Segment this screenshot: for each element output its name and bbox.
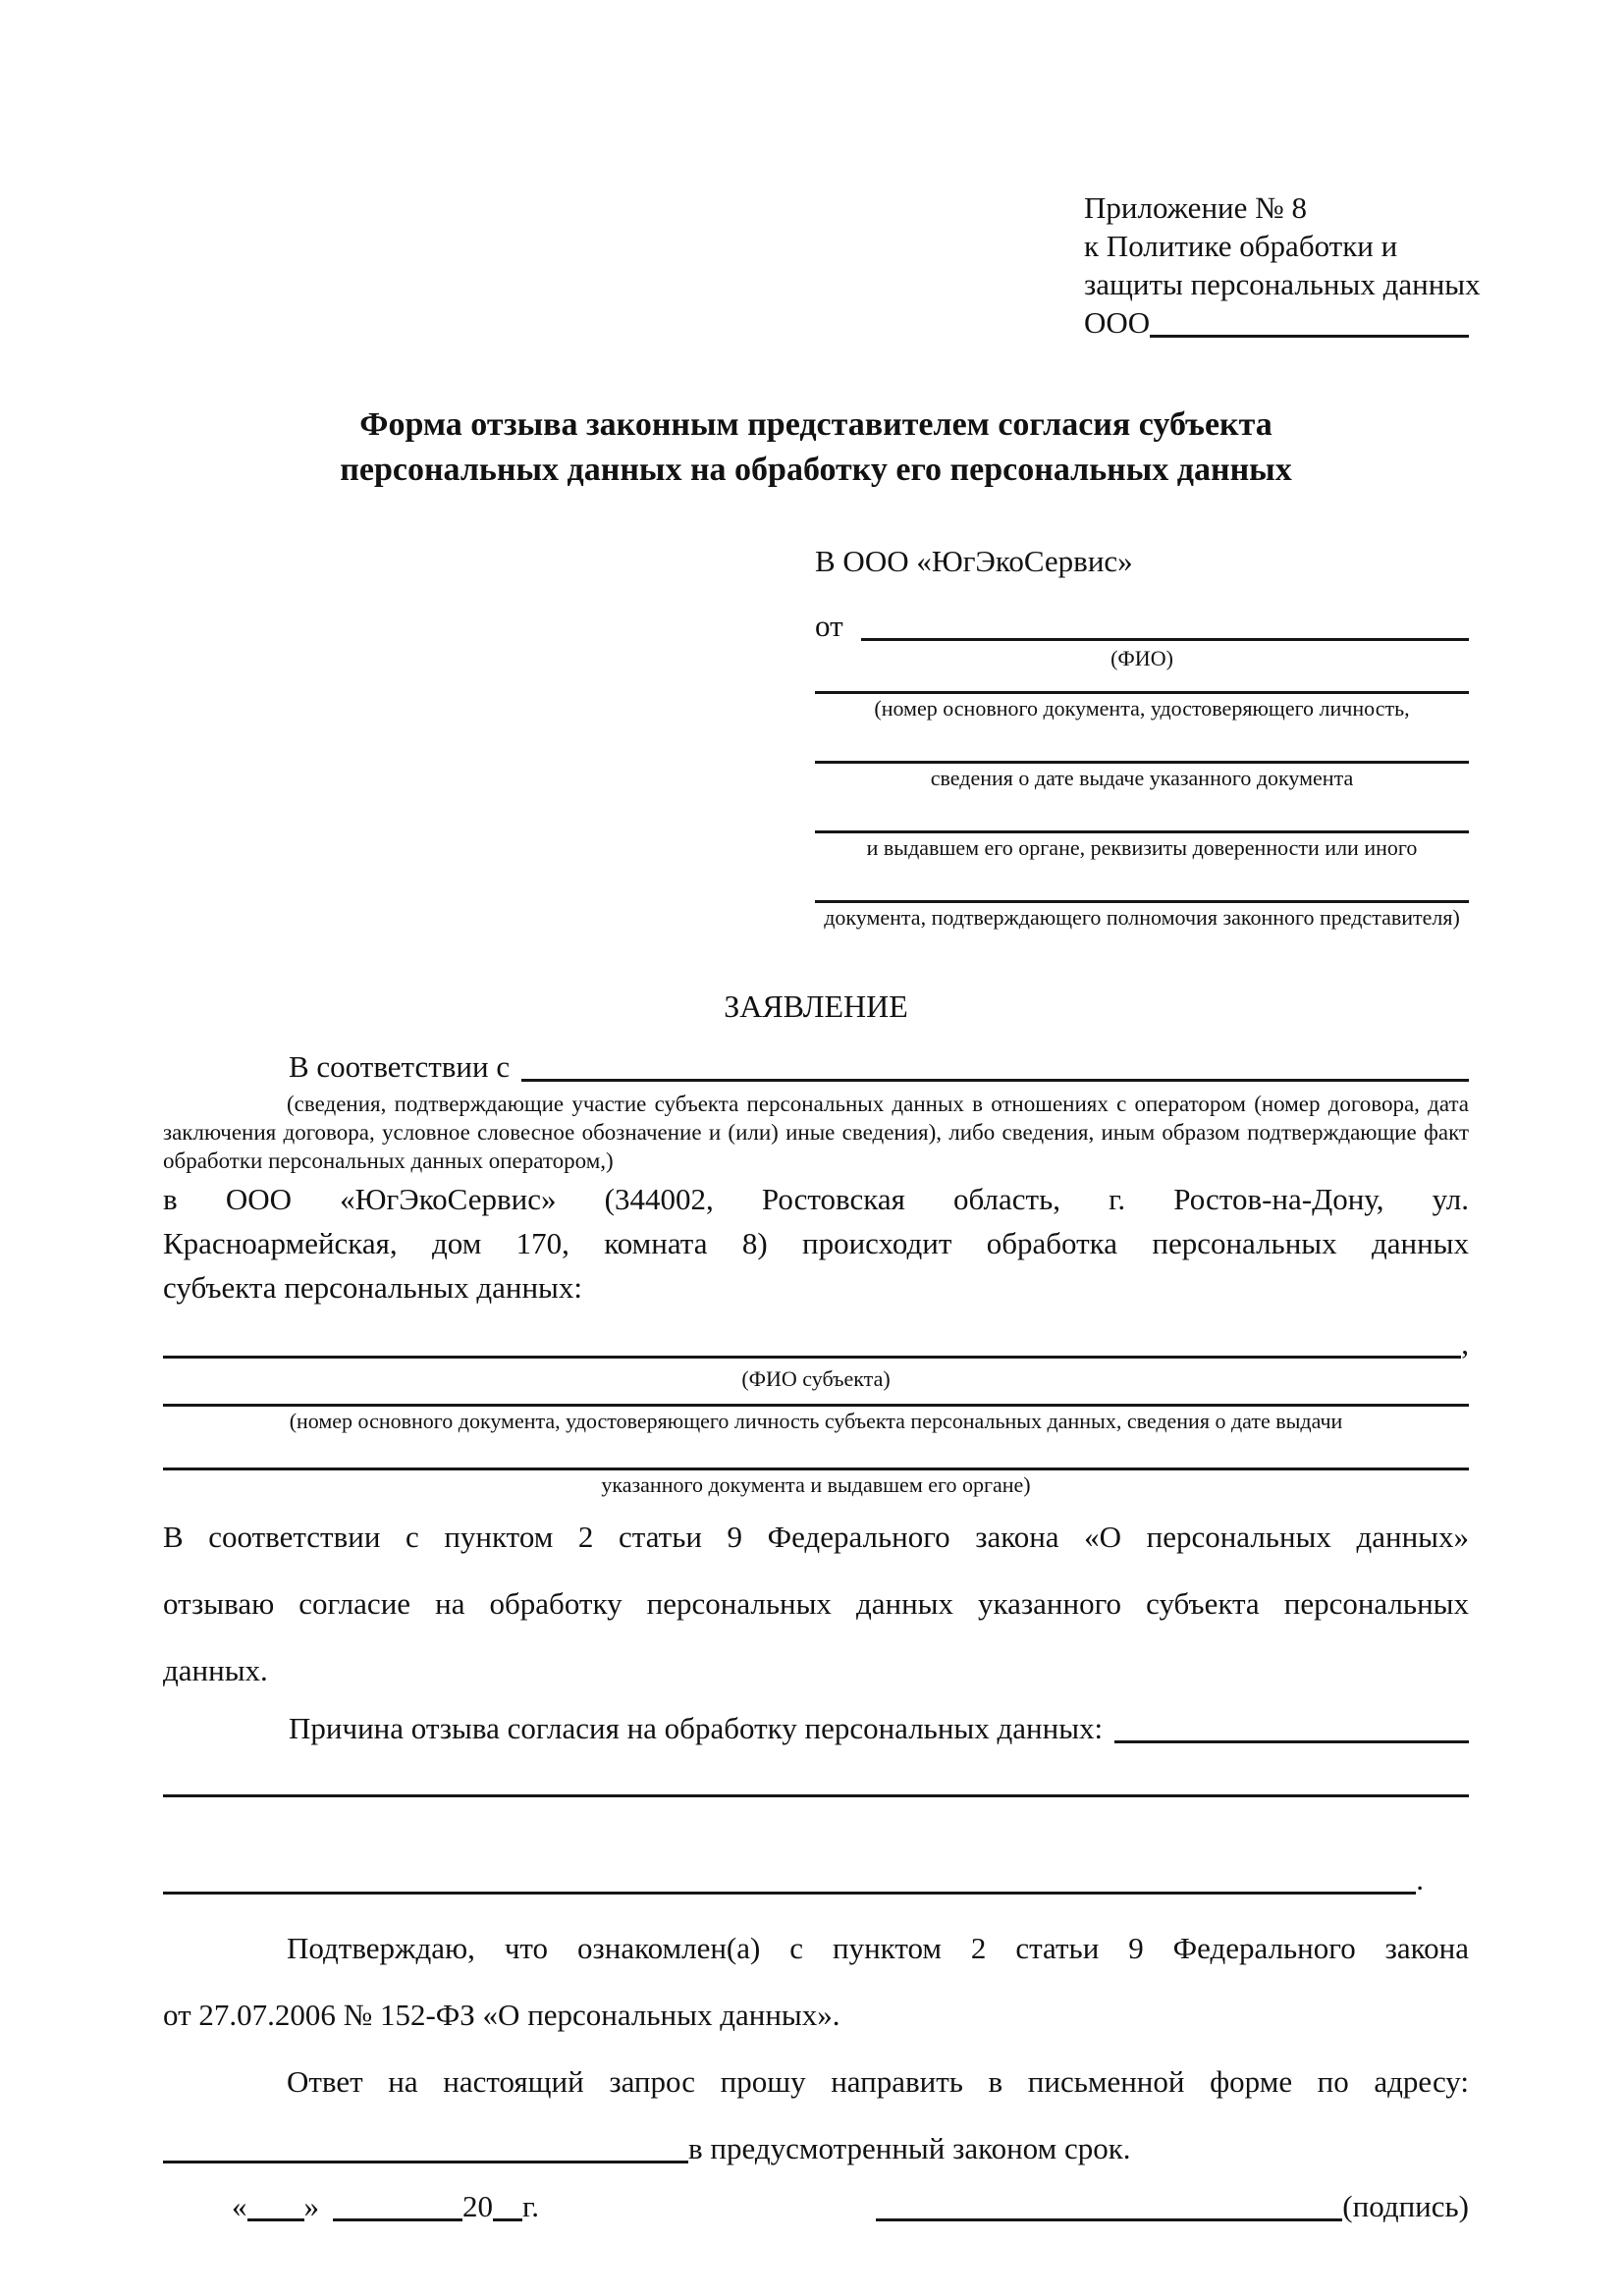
- subject-fio-blank-line: [163, 1356, 1461, 1359]
- reason-blank-line-2: [163, 1794, 1469, 1797]
- basis-lead-text: В соответствии с: [289, 1049, 511, 1084]
- withdrawal-paragraph-line: В соответствии с пунктом 2 статьи 9 Федерального закона «О персональных данных»: [163, 1520, 1469, 1554]
- appendix-note-line: к Политике обработки и: [1084, 229, 1398, 263]
- doc-info-group: [815, 691, 1469, 721]
- date-open-quote: «: [232, 2189, 247, 2223]
- processing-paragraph-line: Красноармейская, дом 170, комната 8) происходит обработка персональных данных: [163, 1226, 1469, 1260]
- doc-info-blank-line: [815, 900, 1469, 903]
- basis-footnote-line: заключения договора, условное словесное обозначение и (или) иные сведения), либо сведения, иным образом подтверждающие факт: [163, 1120, 1469, 1145]
- basis-row: [163, 1046, 1469, 1088]
- subject-fio-row: [163, 1323, 1469, 1364]
- footer-row: [163, 2186, 1469, 2227]
- date-year-suffix: г.: [522, 2189, 539, 2223]
- doc-info-blank-line: [815, 691, 1469, 694]
- reason-blank-row-3: [163, 1862, 1469, 1897]
- doc-info-group: [815, 761, 1469, 791]
- doc-info-caption: документа, подтверждающего полномочия законного представителя): [824, 905, 1460, 930]
- reason-blank-line-3: [163, 1892, 1416, 1895]
- reason-row: [163, 1708, 1469, 1749]
- date-close-quote: »: [303, 2189, 319, 2223]
- doc-info-group: [815, 830, 1469, 861]
- statement-heading: ЗАЯВЛЕНИЕ: [724, 988, 908, 1024]
- signature-blank-line: [876, 2218, 1342, 2221]
- appendix-note-line: защиты персональных данных: [1084, 267, 1481, 301]
- confirmation-paragraph: [163, 1915, 1469, 2049]
- appendix-block: [1084, 188, 1481, 342]
- response-address-blank-line: [163, 2161, 688, 2163]
- withdrawal-paragraph-line: данных.: [163, 1653, 268, 1687]
- date-year-blank: [493, 2218, 522, 2221]
- addressee-org: В ООО «ЮгЭкоСервис»: [815, 544, 1133, 578]
- date-month-blank: [333, 2218, 462, 2221]
- confirmation-paragraph-line: Подтверждаю, что ознакомлен(а) с пунктом 2 статьи 9 Федерального закона: [287, 1931, 1469, 1965]
- signature-field: [876, 2186, 1469, 2227]
- appendix-note-line: Приложение № 8: [1084, 190, 1307, 225]
- date-field: [163, 2186, 539, 2227]
- signature-caption: (подпись): [1342, 2189, 1469, 2223]
- doc-info-caption: (номер основного документа, удостоверяющего личность,: [874, 696, 1410, 721]
- org-name-row: [1084, 303, 1469, 342]
- doc-info-blank-line: [815, 830, 1469, 833]
- basis-footnote-line: обработки персональных данных оператором,): [163, 1148, 614, 1173]
- from-row: [815, 607, 1469, 646]
- org-name-label: ООО: [1084, 305, 1151, 340]
- response-paragraph-line: Ответ на настоящий запрос прошу направить в письменной форме по адресу:: [287, 2064, 1469, 2099]
- subject-doc-blank-line: [163, 1468, 1469, 1470]
- doc-info-caption: и выдавшем его органе, реквизиты доверенности или иного: [866, 835, 1418, 860]
- processing-paragraph: [163, 1177, 1469, 1309]
- form-title-line2: персональных данных на обработку его персональных данных: [340, 452, 1292, 488]
- basis-blank-line: [521, 1079, 1469, 1082]
- trailing-period: .: [1416, 1862, 1424, 1896]
- withdrawal-paragraph: [163, 1504, 1469, 1704]
- date-year-prefix: 20: [462, 2189, 493, 2223]
- subject-doc-caption: указанного документа и выдавшем его органе): [601, 1472, 1031, 1497]
- response-address-row: [163, 2115, 1469, 2182]
- doc-info-group: [815, 900, 1469, 931]
- reason-blank-line: [1114, 1740, 1469, 1743]
- subject-doc-blank-line: [163, 1404, 1469, 1407]
- processing-paragraph-line: в ООО «ЮгЭкоСервис» (344002, Ростовская область, г. Ростов-на-Дону, ул.: [163, 1182, 1469, 1216]
- org-name-blank-line: [1150, 335, 1469, 338]
- date-day-blank: [247, 2218, 304, 2221]
- doc-info-blank-line: [815, 761, 1469, 764]
- from-fio-blank-line: [861, 638, 1469, 641]
- basis-footnote-line: (сведения, подтверждающие участие субъекта персональных данных в отношениях с оператором (номер договора, дата: [287, 1092, 1469, 1116]
- page-title: [163, 402, 1469, 493]
- from-label: от: [815, 609, 843, 643]
- fio-caption: (ФИО): [1110, 646, 1173, 670]
- subject-doc-caption: (номер основного документа, удостоверяющего личность субъекта персональных данных, сведения о дате выдачи: [289, 1409, 1343, 1433]
- basis-footnote: [163, 1090, 1469, 1175]
- reason-lead-text: Причина отзыва согласия на обработку персональных данных:: [289, 1711, 1104, 1745]
- doc-info-caption: сведения о дате выдаче указанного документа: [930, 766, 1354, 790]
- subject-fio-caption: (ФИО субъекта): [741, 1366, 891, 1391]
- response-tail-text: в предусмотренный законом срок.: [688, 2131, 1131, 2165]
- form-title-line1: Форма отзыва законным представителем согласия субъекта: [359, 406, 1272, 443]
- response-paragraph: [163, 2049, 1469, 2182]
- processing-paragraph-line: субъекта персональных данных:: [163, 1270, 582, 1305]
- confirmation-paragraph-line: от 27.07.2006 № 152-ФЗ «О персональных данных».: [163, 1998, 840, 2032]
- addressee-block: [815, 542, 1469, 931]
- withdrawal-paragraph-line: отзываю согласие на обработку персональных данных указанного субъекта персональных: [163, 1586, 1469, 1621]
- trailing-comma: ,: [1461, 1326, 1469, 1361]
